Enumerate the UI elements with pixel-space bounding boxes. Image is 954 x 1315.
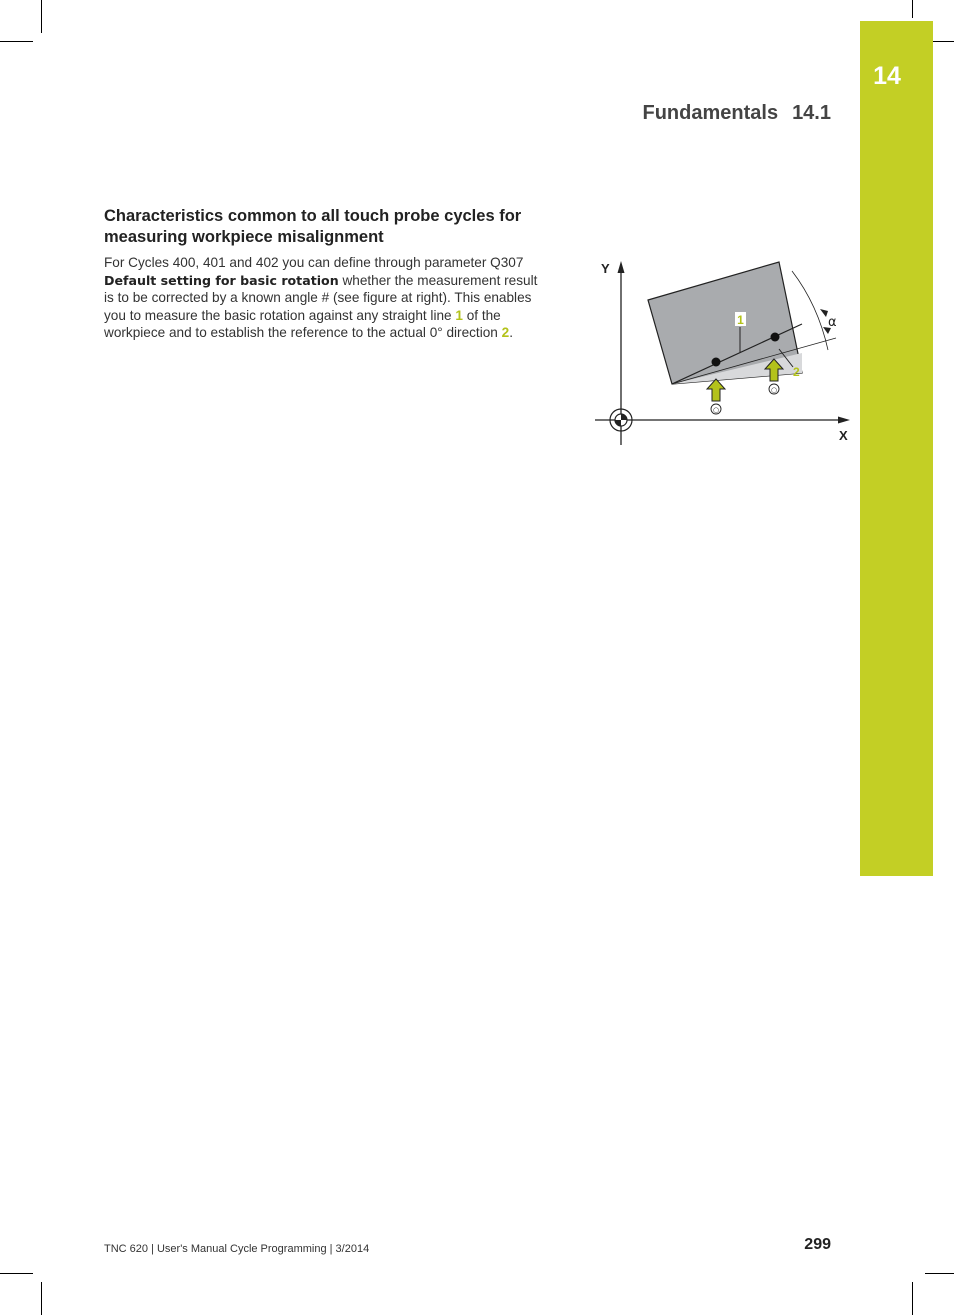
body-text-part: whether the measurement result is to be corrected by a known angle # (see figure at right). This enables you to measure the basic rotation against any straight line (104, 272, 538, 323)
y-axis-label: Y (601, 261, 610, 276)
probe-point (712, 358, 721, 367)
reference-1: 1 (455, 307, 463, 323)
crop-mark (912, 1282, 913, 1315)
crop-mark (933, 41, 954, 42)
body-text-part: For Cycles 400, 401 and 402 you can define through parameter Q307 (104, 255, 524, 270)
crop-mark (925, 1273, 954, 1274)
crop-mark (0, 41, 33, 42)
running-head-title: Fundamentals (642, 102, 779, 124)
running-head-section: 14.1 (792, 102, 831, 124)
section-title: Characteristics common to all touch probe cycles for measuring workpiece misalignment (104, 207, 522, 246)
crop-mark (912, 0, 913, 18)
alpha-label: α (828, 315, 837, 330)
crop-mark (41, 0, 42, 33)
chapter-number: 14 (873, 62, 901, 90)
chapter-tab (860, 21, 933, 876)
callout-2: 2 (793, 365, 800, 379)
crop-mark (0, 1273, 33, 1274)
footer-text: TNC 620 | User's Manual Cycle Programming | 3/2014 (104, 1243, 370, 1255)
probe-arrow-icon (707, 379, 725, 414)
svg-text:○: ○ (770, 386, 778, 394)
body-text-part: . (509, 325, 513, 341)
running-head (642, 102, 831, 125)
callout-1: 1 (737, 313, 744, 327)
angle-arc-arrow (820, 309, 828, 317)
crop-mark (41, 1282, 42, 1315)
reference-2: 2 (501, 325, 510, 341)
x-axis-label: X (839, 428, 848, 443)
svg-text:○: ○ (712, 406, 720, 414)
page-number: 299 (804, 1236, 831, 1253)
x-axis-arrow (838, 417, 850, 424)
y-axis-arrow (618, 261, 625, 273)
body-text-part: of the workpiece and to establish the reference to the actual 0° direction (104, 307, 502, 341)
probe-point (771, 333, 780, 342)
body-paragraph (104, 254, 544, 342)
misalignment-figure (590, 255, 855, 450)
parameter-name: Default setting for basic rotation (104, 272, 339, 288)
